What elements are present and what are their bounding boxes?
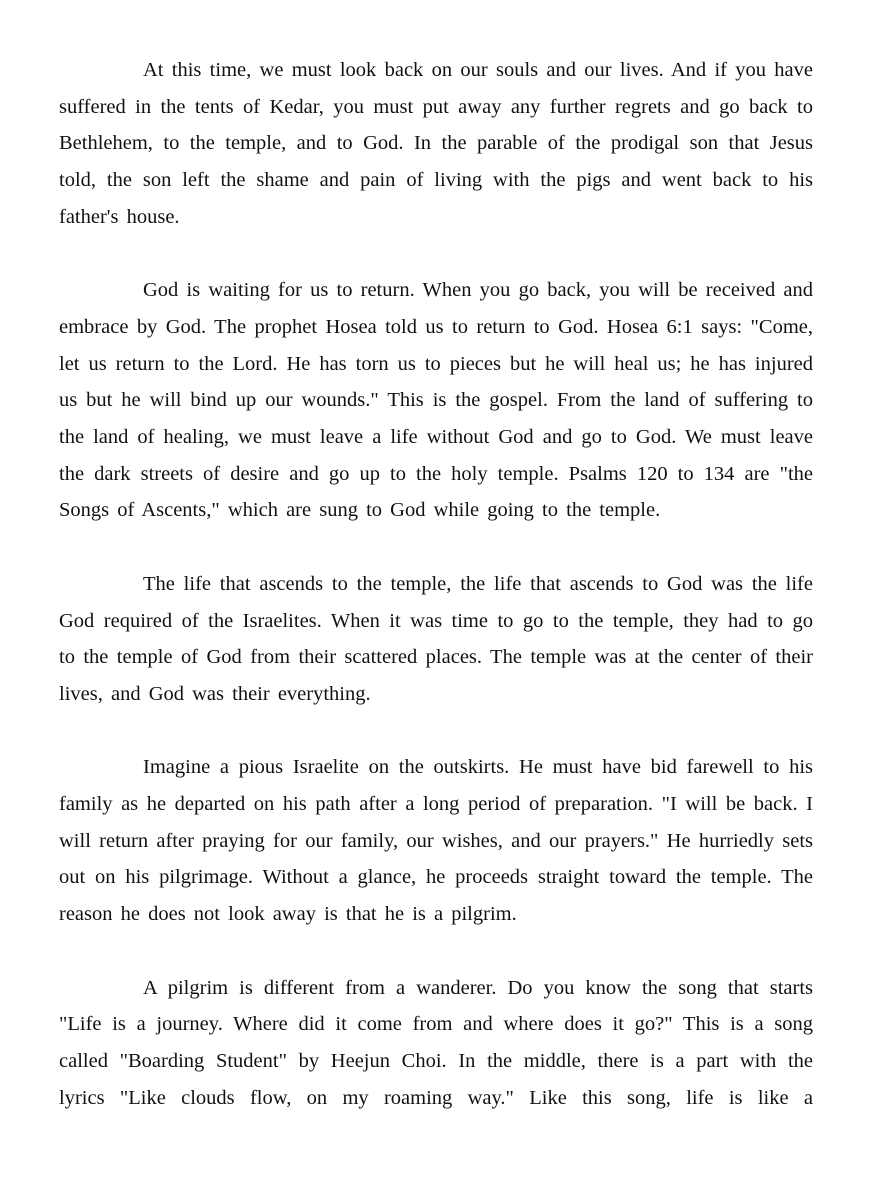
paragraph-3: The life that ascends to the temple, the life that ascends to God was the life God required of the Israelites. When it was time to go to the temple, they had to go to the temple of God from their scattered places. The temple was at the center of their lives, and God was their everything.: [59, 572, 813, 705]
paragraph-1: At this time, we must look back on our souls and our lives. And if you have suffered in the tents of Kedar, you must put away any further regrets and go back to Bethlehem, to the temple, and to God. In the parable of the prodigal son that Jesus told, the son left the shame and pain of living with the pigs and went back to his father's house.: [59, 59, 813, 228]
paragraph-2: God is waiting for us to return. When you go back, you will be received and embrace by God. The prophet Hosea told us to return to God. Hosea 6:1 says: "Come, let us return to the Lord. He has torn us to pieces but he will heal us; he has injured us but he will bind up our wounds." This is the gospel. From the land of suffering to the land of healing, we must leave a life without God and go to God. We must leave the dark streets of desire and go up to the holy temple. Psalms 120 to 134 are "the Songs of Ascents," which are sung to God while going to the temple.: [59, 279, 813, 522]
document-page: [59, 52, 813, 1116]
paragraph-5: A pilgrim is different from a wanderer. Do you know the song that starts "Life is a journey. Where did it come from and where does it go?" This is a song called "Boarding Student" by Heejun Choi. In the middle, there is a part with the lyrics "Like clouds flow, on my roaming way." Like this song, life is like a: [59, 976, 813, 1109]
paragraph-4: Imagine a pious Israelite on the outskirts. He must have bid farewell to his family as he departed on his path after a long period of preparation. "I will be back. I will return after praying for our family, our wishes, and our prayers." He hurriedly sets out on his pilgrimage. Without a glance, he proceeds straight toward the temple. The reason he does not look away is that he is a pilgrim.: [59, 756, 813, 926]
